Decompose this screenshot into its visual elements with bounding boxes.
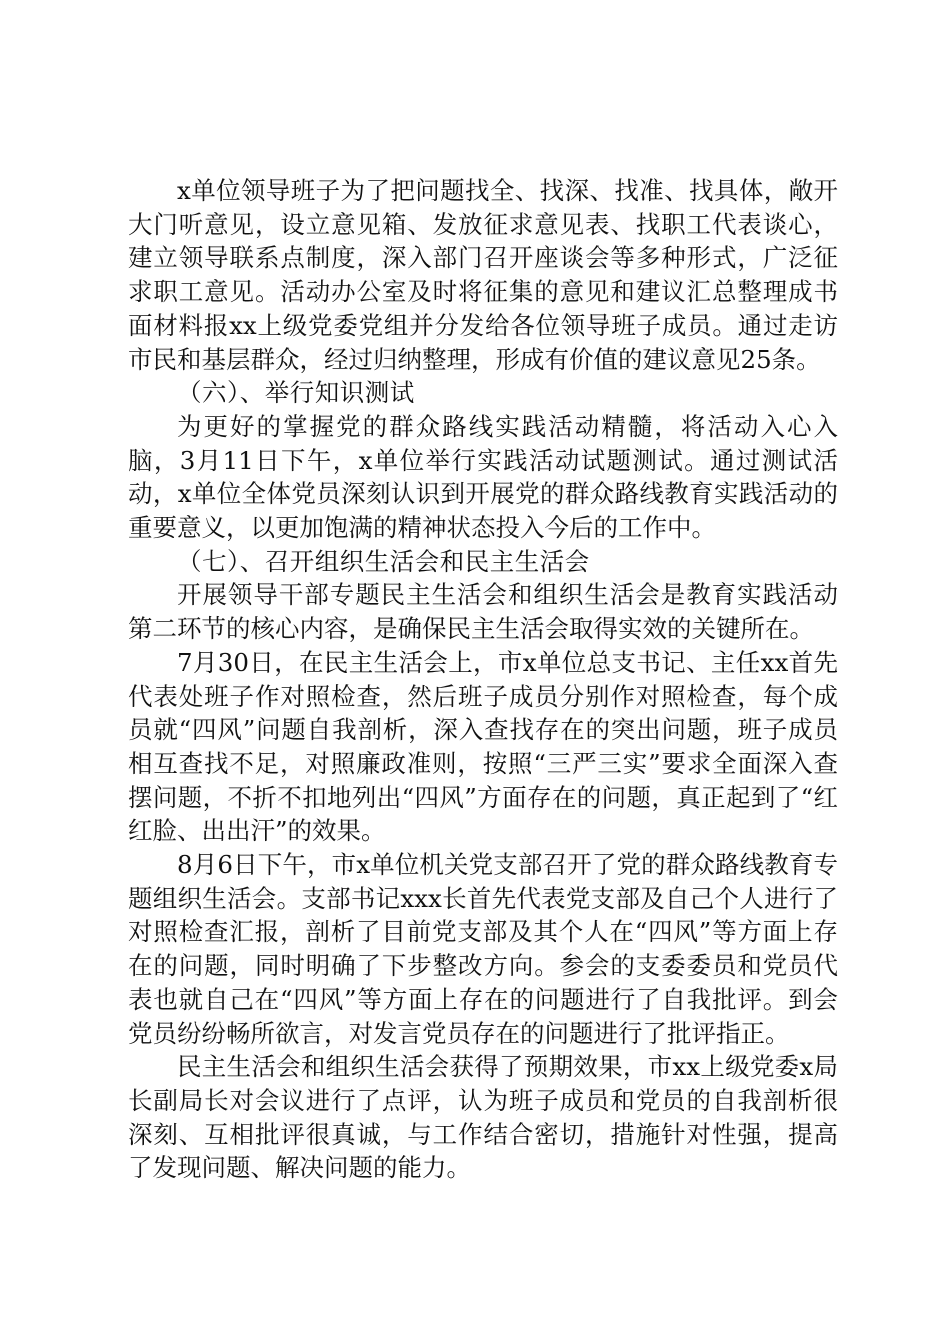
section-heading-life-meetings [128, 545, 838, 579]
paragraph-knowledge-test: 为更好的掌握党的群众路线实践活动精髓，将活动入心入脑，3月11日下午，x单位举行实践活动试题测试。通过测试活动，x单位全体党员深刻认识到开展党的群众路线教育实践活动的重要意义，以更加饱满的精神状态投入今后的工作中。 [128, 411, 838, 543]
paragraph-meeting-results: 民主生活会和组织生活会获得了预期效果，市xx上级党委x局长副局长对会议进行了点评，认为班子成员和党员的自我剖析很深刻、互相批评很真诚，与工作结合密切，措施针对性强，提高了发现问题、解决问题的能力。 [128, 1052, 838, 1183]
section-heading-text: （六）、举行知识测试 [177, 378, 415, 408]
section-heading-text: （七）、召开组织生活会和民主生活会 [177, 546, 590, 576]
paragraph-meetings-intro: 开展领导干部专题民主生活会和组织生活会是教育实践活动第二环节的核心内容，是确保民主生活会取得实效的关键所在。 [128, 580, 838, 644]
document-body [128, 174, 838, 1185]
paragraph-august-6-meeting: 8月6日下午，市x单位机关党支部召开了党的群众路线教育专题组织生活会。支部书记xxx长首先代表党支部及自己个人进行了对照检查汇报，剖析了目前党支部及其个人在“四风”等方面上存在的问题，同时明确了下步整改方向。参会的支委委员和党员代表也就自己在“四风”等方面上存在的问题进行了自我批评。到会党员纷纷畅所欲言，对发言党员存在的问题进行了批评指正。 [128, 850, 838, 1048]
section-heading-knowledge-test [128, 376, 838, 410]
paragraph-july-30-meeting: 7月30日，在民主生活会上，市x单位总支书记、主任xx首先代表处班子作对照检查，然后班子成员分别作对照检查，每个成员就“四风”问题自我剖析，深入查找存在的突出问题，班子成员相互查找不足，对照廉政准则，按照“三严三实”要求全面深入查摆问题，不折不扣地列出“四风”方面存在的问题，真正起到了“红红脸、出出汗”的效果。 [128, 647, 838, 846]
paragraph-opinion-collection: x单位领导班子为了把问题找全、找深、找准、找具体，敞开大门听意见，设立意见箱、发放征求意见表、找职工代表谈心，建立领导联系点制度，深入部门召开座谈会等多种形式，广泛征求职工意见。活动办公室及时将征集的意见和建议汇总整理成书面材料报xx上级党委党组并分发给各位领导班子成员。通过走访市民和基层群众，经过归纳整理，形成有价值的建议意见25条。 [128, 176, 838, 374]
